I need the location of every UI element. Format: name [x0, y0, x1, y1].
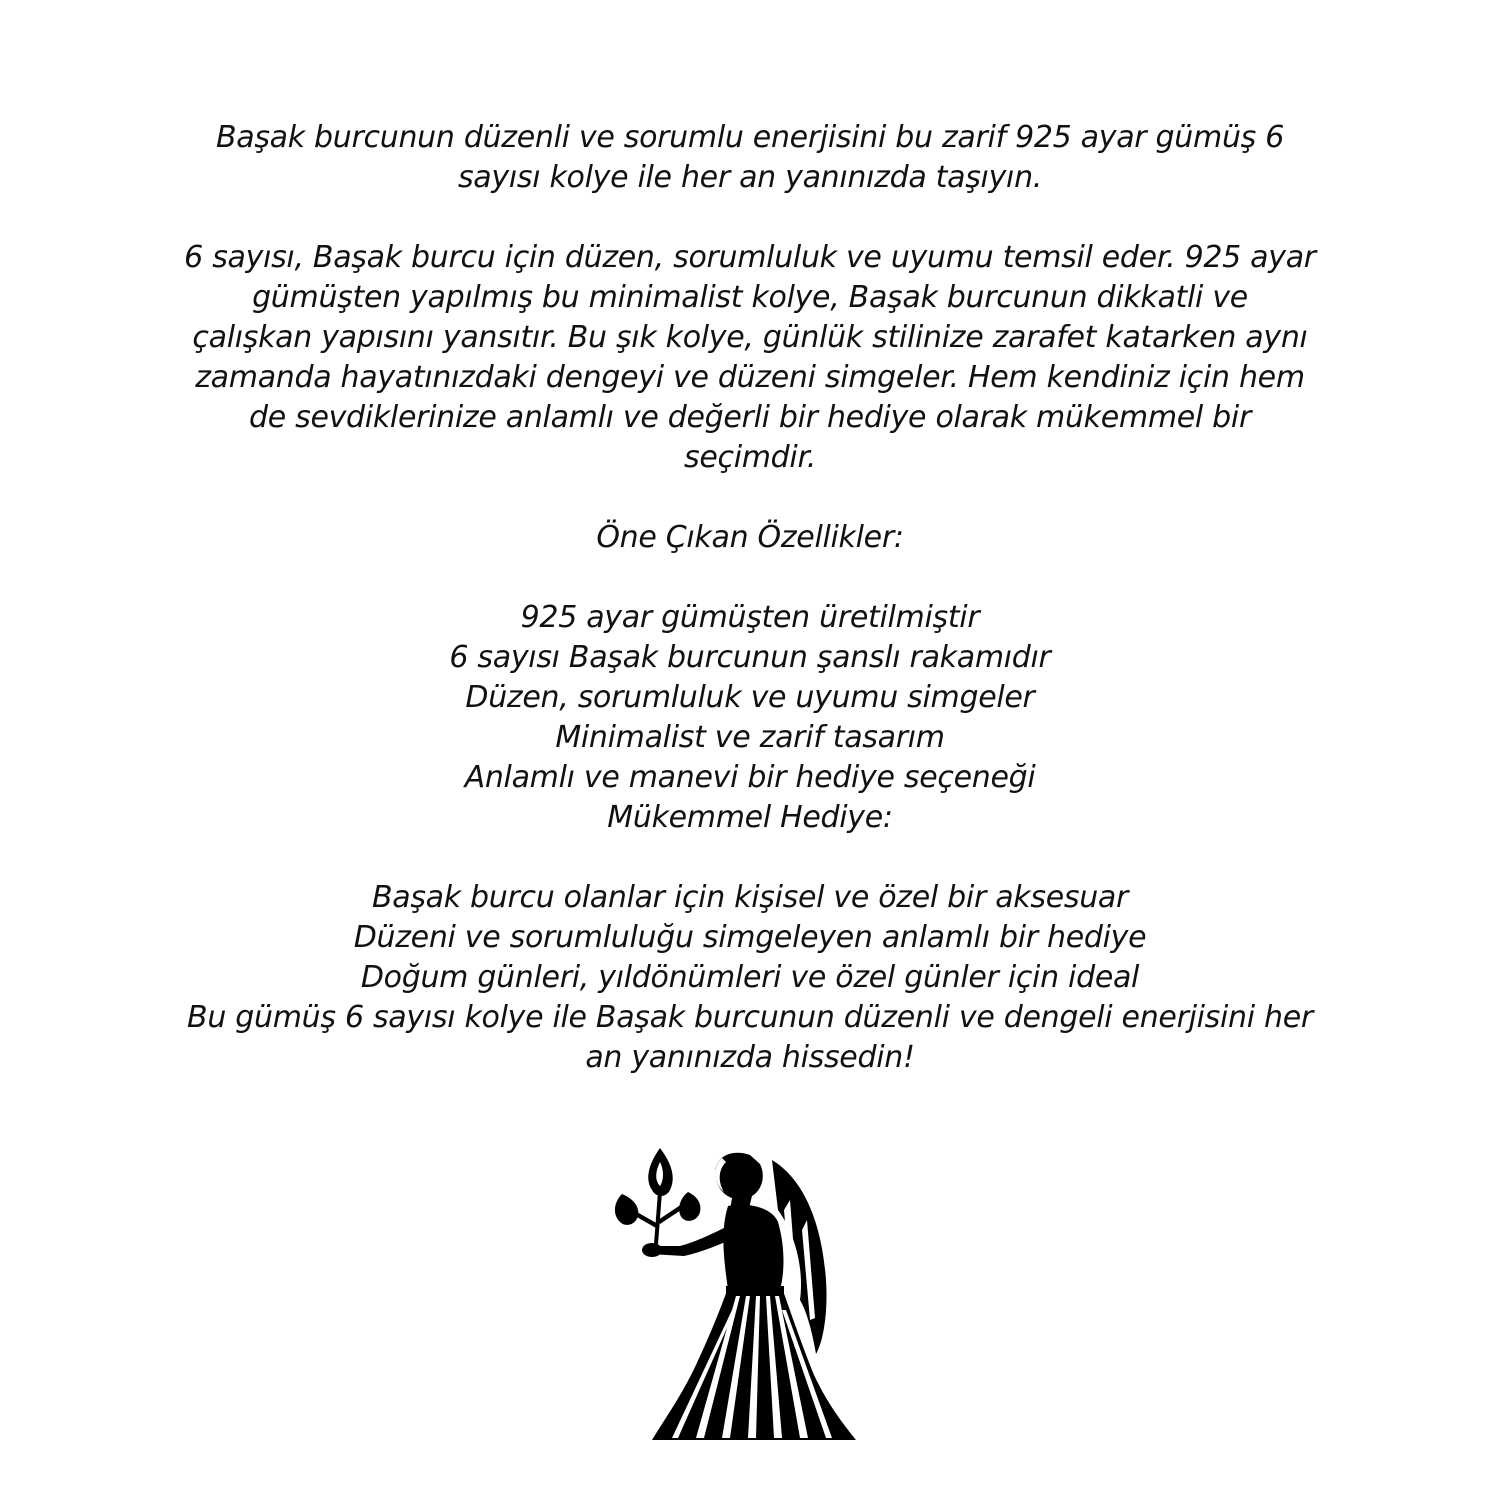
description-line: seçimdir.	[684, 440, 816, 475]
closing-line: Bu gümüş 6 sayısı kolye ile Başak burcunun düzenli ve dengeli enerjisini her	[187, 1000, 1313, 1035]
gift-list	[130, 878, 1370, 1078]
feature-item: Anlamlı ve manevi bir hediye seçeneği	[464, 760, 1036, 795]
closing-line: an yanınızda hissedin!	[585, 1040, 915, 1075]
gift-item: Doğum günleri, yıldönümleri ve özel günler için ideal	[360, 960, 1140, 995]
features-list	[130, 598, 1370, 838]
description-line: çalışkan yapısını yansıtır. Bu şık kolye, günlük stilinize zarafet katarken aynı	[192, 320, 1308, 355]
intro-line: sayısı kolye ile her an yanınızda taşıyın.	[457, 160, 1043, 195]
gift-heading: Mükemmel Hediye:	[607, 800, 893, 835]
description-line: de sevdiklerinize anlamlı ve değerli bir hediye olarak mükemmel bir	[248, 400, 1251, 435]
paragraph-gap	[130, 198, 1370, 238]
paragraph-gap	[130, 558, 1370, 598]
feature-item: 6 sayısı Başak burcunun şanslı rakamıdır	[449, 640, 1051, 675]
description-line: gümüşten yapılmış bu minimalist kolye, Başak burcunun dikkatli ve	[252, 280, 1248, 315]
description-line: 6 sayısı, Başak burcu için düzen, sorumluluk ve uyumu temsil eder. 925 ayar	[184, 240, 1316, 275]
intro-paragraph	[130, 118, 1370, 198]
description-paragraph	[130, 238, 1370, 478]
gift-item: Düzeni ve sorumluluğu simgeleyen anlamlı bir hediye	[353, 920, 1147, 955]
intro-line: Başak burcunun düzenli ve sorumlu enerjisini bu zarif 925 ayar gümüş 6	[215, 120, 1285, 155]
virgo-maiden-icon	[600, 1140, 870, 1445]
paragraph-gap	[130, 478, 1370, 518]
gift-item: Başak burcu olanlar için kişisel ve özel bir aksesuar	[371, 880, 1129, 915]
description-text-block	[130, 118, 1370, 1078]
description-line: zamanda hayatınızdaki dengeyi ve düzeni simgeler. Hem kendiniz için hem	[195, 360, 1305, 395]
virgo-maiden-svg	[600, 1140, 870, 1445]
feature-item: Düzen, sorumluluk ve uyumu simgeler	[465, 680, 1035, 715]
feature-item: Minimalist ve zarif tasarım	[555, 720, 945, 755]
paragraph-gap	[130, 838, 1370, 878]
feature-item: 925 ayar gümüşten üretilmiştir	[520, 600, 980, 635]
features-heading: Öne Çıkan Özellikler:	[596, 520, 904, 555]
